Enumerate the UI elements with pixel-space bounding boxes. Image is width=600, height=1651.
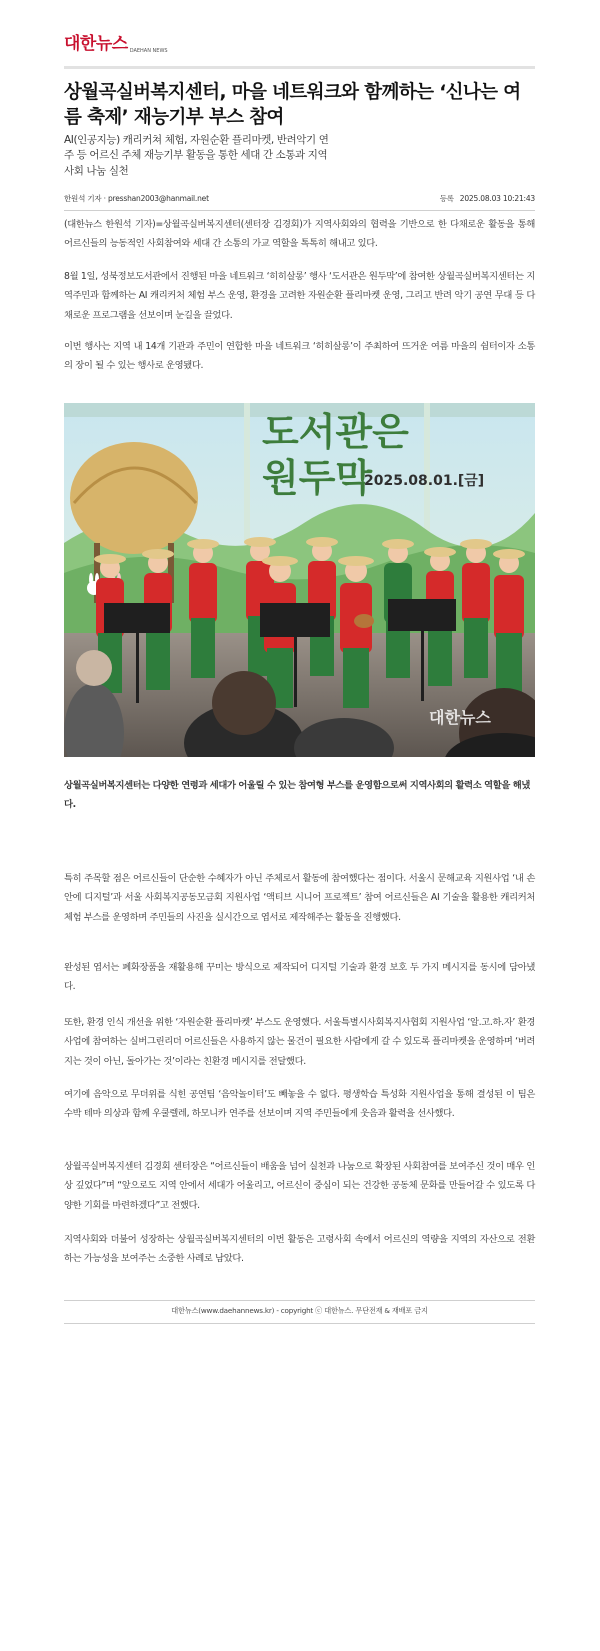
- paragraph: 상월곡실버복지센터 김경회 센터장은 “어르신들이 배움을 넘어 실천과 나눔으로 확장된 사회참여를 보여주신 것이 매우 인상 깊었다”며 “앞으로도 지역 안에서 세대가 어울리고, 어르신이 중심이 되는 건강한 공동체 문화를 만들어갈 수 있도록 다양한 기회를 마련하겠다”고 전했다.: [64, 1161, 536, 1211]
- footer-divider-bottom: [64, 1323, 535, 1324]
- article-photo: [64, 403, 535, 757]
- publish-date: [440, 193, 535, 204]
- article-title: 상월곡실버복지센터, 마을 네트워크와 함께하는 ‘신나는 여름 축제’ 재능기부 부스 참여: [64, 82, 521, 128]
- site-logo[interactable]: [64, 36, 168, 58]
- article-subtitle: AI(인공지능) 캐리커쳐 체험, 자원순환 플리마켓, 반려악기 연주 등 어르신 주체 재능기부 활동을 통한 세대 간 소통과 지역사회 나눔 실천: [64, 134, 329, 177]
- paragraph: 8월 1일, 성북정보도서관에서 진행된 마을 네트워크 ‘히히살롱’ 행사 ‘도서관은 원두막’에 참여한 상월곡실버복지센터는 지역주민과 함께하는 AI 캐리커처 체험 부스 운영, 환경을 고려한 자원순환 플리마켓 운영, 그리고 반려 악기 공연 무대 등 다채로운 프로그램을 선보이며 눈길을 끌었다.: [64, 271, 535, 321]
- date-label: 등록: [439, 194, 454, 203]
- banner-date: 2025.08.01.[금]: [364, 473, 485, 489]
- date-value: 2025.08.03 10:21:43: [459, 194, 535, 203]
- footer-divider-top: [64, 1300, 535, 1301]
- copyright-footer: 대한뉴스(www.daehannews.kr) - copyright ⓒ 대한뉴스. 무단전재 & 재배포 금지: [171, 1306, 428, 1315]
- paragraph: (대한뉴스 한원석 기자)=상월곡실버복지센터(센터장 김경회)가 지역사회와의 협력을 기반으로 한 다채로운 활동을 통해 어르신들의 능동적인 사회참여와 세대 간 소통의 가교 역할을 톡톡히 해내고 있다.: [64, 219, 535, 250]
- logo-text: 대한뉴스: [64, 34, 128, 54]
- logo-subtext: DAEHAN NEWS: [129, 48, 168, 54]
- banner-line1: 도서관은: [262, 410, 409, 454]
- photo-caption: 상월곡실버복지센터는 다양한 연령과 세대가 어울릴 수 있는 참여형 부스를 운영함으로써 지역사회의 활력소 역할을 해냈다.: [64, 780, 530, 811]
- byline-row: [64, 193, 535, 204]
- paragraph: 특히 주목할 점은 어르신들이 단순한 수혜자가 아닌 주체로서 활동에 참여했다는 점이다. 서울시 문해교육 지원사업 ‘내 손안에 디지털’과 서울 사회복지공동모금회 지원사업 ‘액티브 시니어 프로젝트’ 참여 어르신들은 AI 기술을 활용한 캐리커처 체험 부스를 운영하며 주민들의 사진을 실시간으로 엽서로 제작해주는 활동을 진행했다.: [64, 873, 535, 923]
- paragraph: 이번 행사는 지역 내 14개 기관과 주민이 연합한 마을 네트워크 ‘히히살롱’이 주최하여 뜨거운 여름 마을의 쉼터이자 소통의 장이 될 수 있는 행사로 운영됐다.: [64, 341, 535, 372]
- paragraph: 완성된 엽서는 폐화장품을 재활용해 꾸미는 방식으로 제작되어 디지털 기술과 환경 보호 두 가지 메시지를 동시에 담아냈다.: [64, 962, 535, 993]
- byline: 한원석 기자 · presshan2003@hanmail.net: [64, 194, 209, 203]
- banner-line2: 원두막: [262, 456, 373, 500]
- paragraph: 여기에 음악으로 무더위를 식힌 공연팀 ‘음악놀이터’도 빼놓을 수 없다. 평생학습 특성화 지원사업을 통해 결성된 이 팀은 수박 테마 의상과 함께 우쿨렐레, 하모니카 연주를 선보이며 지역 주민들에게 웃음과 활력을 선사했다.: [64, 1089, 535, 1120]
- header-divider: [64, 66, 535, 69]
- byline-divider: [64, 210, 535, 211]
- paragraph: 또한, 환경 인식 개선을 위한 ‘자원순환 플리마켓’ 부스도 운영했다. 서울특별시사회복지사협회 지원사업 ‘알.고.하.자’ 환경사업에 참여하는 실버그린리더 어르신들은 사용하지 않는 물건이 필요한 사람에게 갈 수 있도록 플리마켓을 운영하며 ‘버려지는 것이 아닌, 돌아가는 것’이라는 친환경 메시지를 전달했다.: [64, 1017, 535, 1067]
- photo-watermark: 대한뉴스: [429, 708, 491, 727]
- paragraph: 지역사회와 더불어 성장하는 상월곡실버복지센터의 이번 활동은 고령사회 속에서 어르신의 역량을 지역의 자산으로 전환하는 가능성을 보여주는 소중한 사례로 남았다.: [64, 1234, 535, 1265]
